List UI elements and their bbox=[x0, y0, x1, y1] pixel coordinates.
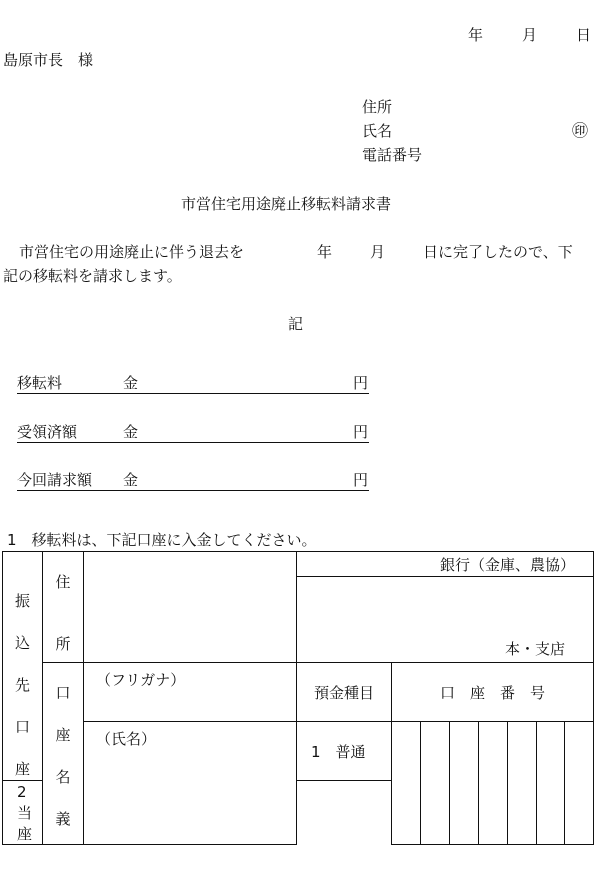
branch-name-cell[interactable] bbox=[297, 577, 594, 663]
date-month-label: 月 bbox=[522, 26, 538, 44]
amount-underline bbox=[17, 442, 369, 443]
account-digit-4[interactable] bbox=[479, 722, 508, 845]
phone-label: 電話番号 bbox=[362, 146, 423, 164]
amount-kin: 金 bbox=[123, 374, 139, 392]
bank-label: 銀行（金庫、農協） bbox=[440, 555, 576, 574]
amount-label-transfer: 移転料 bbox=[17, 374, 63, 392]
furigana-label: （フリガナ） bbox=[96, 671, 186, 689]
account-digit-7[interactable] bbox=[565, 722, 594, 845]
body-text-year: 年 bbox=[317, 243, 333, 261]
account-digit-2[interactable] bbox=[421, 722, 450, 845]
seal-mark: ㊞ bbox=[572, 121, 589, 140]
account-digit-5[interactable] bbox=[508, 722, 537, 845]
account-digit-3[interactable] bbox=[450, 722, 479, 845]
name-label: 氏名 bbox=[362, 122, 393, 140]
addressee: 島原市長 様 bbox=[3, 51, 94, 69]
body-text-line1-a: 市営住宅の用途廃止に伴う退去を bbox=[19, 243, 245, 261]
bank-address-field[interactable] bbox=[84, 552, 297, 663]
transfer-note: 1 移転料は、下記口座に入金してください。 bbox=[7, 531, 317, 549]
date-day-label: 日 bbox=[576, 26, 592, 44]
holder-name-label: （氏名） bbox=[96, 730, 157, 748]
account-digit-6[interactable] bbox=[537, 722, 565, 845]
amount-label-current: 今回請求額 bbox=[17, 471, 93, 489]
amount-kin: 金 bbox=[123, 471, 139, 489]
ki-heading: 記 bbox=[288, 315, 304, 333]
body-text-line1-b: 日に完了したので、下 bbox=[423, 243, 573, 261]
body-text-month: 月 bbox=[370, 243, 386, 261]
amount-underline bbox=[17, 393, 369, 394]
transfer-destination-label: 振 込 先 口 座 bbox=[3, 552, 43, 781]
account-digit-1[interactable] bbox=[392, 722, 421, 845]
deposit-type-ordinary[interactable]: 1 普通 bbox=[297, 722, 392, 781]
address-label: 住所 bbox=[362, 98, 393, 116]
bank-address-label: 住 所 bbox=[43, 552, 84, 663]
amount-yen: 円 bbox=[353, 374, 369, 392]
amount-yen: 円 bbox=[353, 423, 369, 441]
bank-name-cell[interactable] bbox=[297, 552, 594, 577]
branch-label: 本・支店 bbox=[505, 640, 566, 658]
body-text-line2: 記の移転料を請求します。 bbox=[3, 267, 182, 285]
amount-label-received: 受領済額 bbox=[17, 423, 78, 441]
furigana-field[interactable] bbox=[84, 663, 297, 722]
deposit-type-checking[interactable]: 2 当座 bbox=[3, 781, 43, 845]
account-table bbox=[2, 551, 594, 845]
deposit-type-header: 預金種目 bbox=[297, 663, 392, 722]
account-holder-label: 口 座 名 義 bbox=[43, 663, 84, 845]
amount-kin: 金 bbox=[123, 423, 139, 441]
amount-yen: 円 bbox=[353, 471, 369, 489]
document-title: 市営住宅用途廃止移転料請求書 bbox=[181, 195, 392, 213]
account-number-header: 口 座 番 号 bbox=[392, 663, 594, 722]
date-year-label: 年 bbox=[468, 26, 484, 44]
amount-underline bbox=[17, 490, 369, 491]
account-holder-name-field[interactable] bbox=[84, 722, 297, 845]
